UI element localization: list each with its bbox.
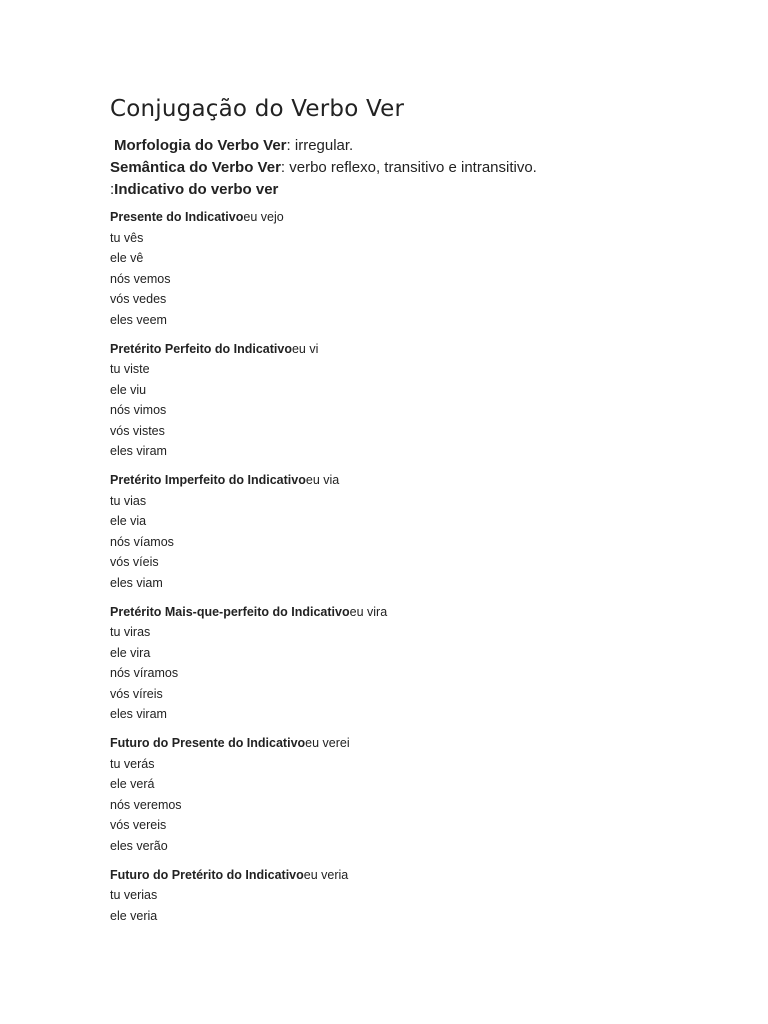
section-first-line	[110, 207, 730, 228]
conjugation-section	[110, 865, 730, 927]
conjugation-form: vós víreis	[110, 686, 163, 701]
conjugation-form: eu veria	[303, 867, 349, 882]
semantica-value: : verbo reflexo, transitivo e intransitivo.	[280, 159, 537, 176]
conjugation-form: ele veria	[110, 908, 158, 923]
morfologia-label: Morfologia do Verbo Ver	[114, 137, 287, 154]
conjugation-form: ele vê	[110, 251, 144, 265]
morfologia-line	[110, 135, 730, 157]
conjugation-form: vós vereis	[110, 818, 167, 833]
semantica-label: Semântica do Verbo Ver	[110, 159, 281, 176]
conjugation-form: tu verias	[110, 888, 158, 903]
semantica-line	[110, 157, 730, 179]
conjugation-form: tu viras	[110, 625, 151, 640]
conjugation-form: tu viste	[110, 362, 150, 377]
conjugation-form: eles verão	[110, 838, 168, 853]
conjugation-form: tu vês	[110, 230, 144, 245]
tense-heading: Presente do Indicativo	[110, 210, 244, 224]
conjugation-form: eles viram	[110, 444, 167, 459]
conjugation-form: eles viam	[110, 575, 163, 590]
section-first-line	[110, 865, 730, 886]
conjugation-section	[110, 602, 730, 725]
indicativo-line	[110, 179, 730, 201]
tense-heading: Futuro do Pretérito do Indicativo	[110, 867, 304, 882]
conjugation-form: ele verá	[110, 777, 155, 792]
conjugation-form: nós víramos	[110, 666, 179, 681]
conjugation-section	[110, 339, 730, 462]
conjugation-form: vós vedes	[110, 292, 167, 306]
morfologia-value: : irregular.	[286, 137, 354, 154]
conjugation-form: vós víeis	[110, 555, 159, 570]
conjugation-form: eles veem	[110, 312, 167, 327]
conjugation-section	[110, 733, 730, 856]
tense-heading: Pretérito Mais-que-perfeito do Indicativo	[110, 604, 350, 619]
conjugation-form: nós veremos	[110, 797, 182, 812]
conjugation-sections	[110, 207, 730, 926]
indicativo-prefix: :	[110, 181, 115, 198]
conjugation-form: eu vejo	[243, 210, 284, 224]
section-first-line	[110, 733, 730, 754]
conjugation-form: ele vira	[110, 645, 151, 660]
conjugation-form: ele via	[110, 514, 147, 529]
conjugation-form: eu via	[305, 473, 340, 488]
conjugation-form: ele viu	[110, 382, 147, 397]
tense-heading: Pretérito Perfeito do Indicativo	[110, 341, 292, 356]
conjugation-form: nós vimos	[110, 403, 167, 418]
section-first-line	[110, 602, 730, 623]
page-title: Conjugação do Verbo Ver	[110, 96, 405, 122]
conjugation-section	[110, 470, 730, 593]
conjugation-form: vós vistes	[110, 423, 165, 438]
document-page	[110, 92, 730, 935]
conjugation-form: tu vias	[110, 493, 147, 508]
conjugation-form: eles viram	[110, 707, 167, 722]
section-first-line	[110, 339, 730, 360]
conjugation-section	[110, 207, 730, 330]
conjugation-form: eu vi	[291, 341, 319, 356]
section-first-line	[110, 470, 730, 491]
conjugation-form: nós víamos	[110, 534, 174, 549]
indicativo-label: Indicativo do verbo ver	[114, 181, 279, 198]
tense-heading: Pretérito Imperfeito do Indicativo	[110, 473, 306, 488]
conjugation-form: nós vemos	[110, 271, 171, 286]
conjugation-form: eu verei	[305, 736, 350, 751]
tense-heading: Futuro do Presente do Indicativo	[110, 736, 306, 751]
conjugation-form: eu vira	[349, 604, 388, 619]
conjugation-form: tu verás	[110, 756, 155, 771]
